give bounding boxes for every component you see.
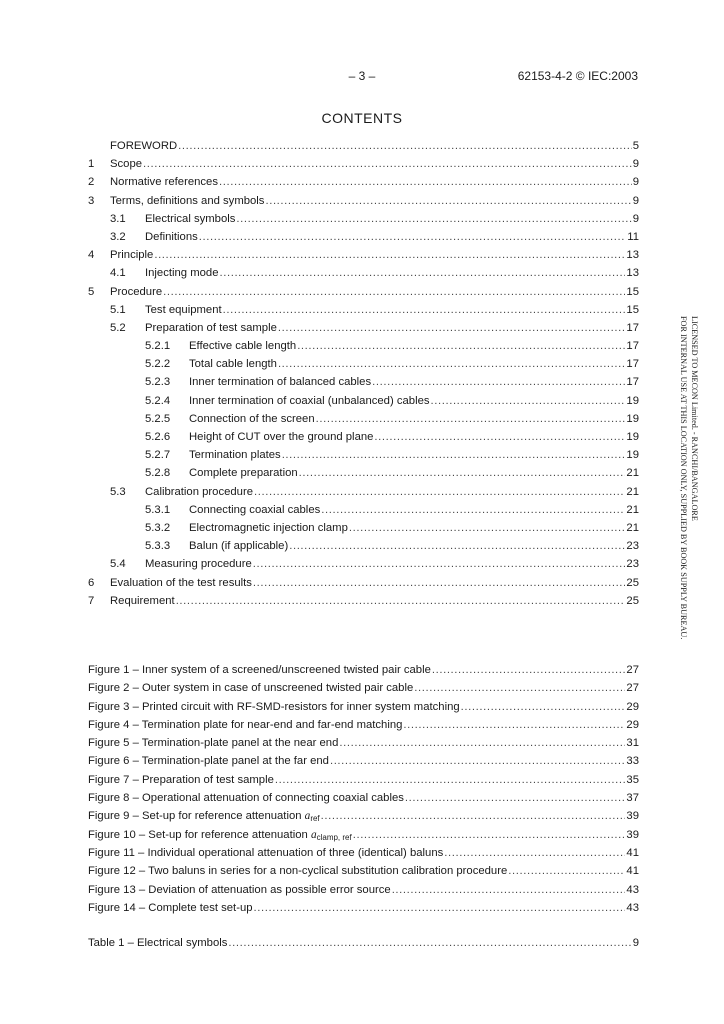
figure-entry-label bbox=[88, 844, 443, 862]
figure-entry-page: 29 bbox=[626, 700, 639, 713]
toc-entry-number: 5.2.3 bbox=[145, 376, 171, 389]
toc-entry-number: 1 bbox=[88, 158, 95, 171]
toc-entry-page: 25 bbox=[626, 594, 639, 607]
license-notice bbox=[676, 316, 700, 706]
toc-entry-page: 23 bbox=[626, 540, 639, 553]
dot-leader bbox=[403, 716, 625, 734]
toc-entry-label: Complete preparation bbox=[189, 467, 298, 480]
figure-entry-text: Figure 2 – Outer system in case of unscreened twisted pair cable bbox=[88, 682, 414, 695]
dot-leader bbox=[299, 464, 626, 482]
dot-leader bbox=[414, 679, 625, 697]
toc-entry-page: 17 bbox=[626, 376, 639, 389]
figure-entry-text: Figure 12 – Two baluns in series for a non-cyclical substitution calibration procedure bbox=[88, 865, 508, 878]
figure-entry-page: 29 bbox=[626, 718, 639, 731]
toc-entry-page: 11 bbox=[627, 230, 639, 243]
toc-entry-page: 13 bbox=[626, 267, 639, 280]
dot-leader bbox=[316, 410, 626, 428]
toc-entry-label: Total cable length bbox=[189, 358, 277, 371]
toc-entry-label: Electromagnetic injection clamp bbox=[189, 521, 348, 534]
toc-entry-number: 5.4 bbox=[110, 558, 126, 571]
toc-entry-number: 4 bbox=[88, 249, 95, 262]
dot-leader bbox=[374, 428, 625, 446]
figure-entry-text: Figure 4 – Termination plate for near-end and far-end matching bbox=[88, 718, 403, 731]
dot-leader bbox=[353, 826, 626, 844]
figure-entry-symbol: a bbox=[304, 810, 311, 823]
toc-entry[interactable] bbox=[88, 428, 639, 446]
figure-entry-text: Figure 1 – Inner system of a screened/unscreened twisted pair cable bbox=[88, 664, 431, 676]
toc-entry[interactable] bbox=[88, 137, 639, 155]
toc-entry-label: Connection of the screen bbox=[189, 412, 315, 425]
dot-leader bbox=[330, 752, 625, 770]
toc-entry-label: Electrical symbols bbox=[145, 212, 236, 225]
figure-entry-label bbox=[88, 716, 402, 734]
toc-entry[interactable] bbox=[88, 373, 639, 391]
toc-entry[interactable] bbox=[88, 155, 639, 173]
toc-entry-page: 9 bbox=[632, 176, 639, 189]
toc-entry-label: Normative references bbox=[110, 176, 218, 189]
toc-entry-page: 21 bbox=[626, 485, 639, 498]
figure-entry[interactable] bbox=[88, 807, 639, 825]
figure-entry-label bbox=[88, 862, 507, 880]
dot-leader bbox=[444, 844, 625, 862]
figure-entry-label bbox=[88, 899, 253, 917]
toc-entry-page: 9 bbox=[632, 158, 639, 171]
table-entry[interactable] bbox=[88, 934, 639, 952]
toc-entry[interactable] bbox=[88, 464, 639, 482]
toc-entry[interactable] bbox=[88, 319, 639, 337]
dot-leader bbox=[236, 210, 631, 228]
toc-entry[interactable] bbox=[88, 446, 639, 464]
figure-entry[interactable] bbox=[88, 771, 639, 789]
figure-entry[interactable] bbox=[88, 899, 639, 917]
toc-entry-number: 4.1 bbox=[110, 267, 126, 280]
dot-leader bbox=[176, 592, 626, 610]
toc-entry-label: Inner termination of balanced cables bbox=[189, 376, 372, 389]
figure-entry-text: Figure 14 – Complete test set-up bbox=[88, 901, 253, 914]
toc-entry[interactable] bbox=[88, 592, 639, 610]
toc-entry[interactable] bbox=[88, 301, 639, 319]
toc-entry-number: 5.2 bbox=[110, 321, 126, 334]
dot-leader bbox=[278, 355, 625, 373]
dot-leader bbox=[405, 789, 626, 807]
dot-leader bbox=[253, 574, 626, 592]
dot-leader bbox=[178, 137, 632, 155]
toc-entry[interactable] bbox=[88, 210, 639, 228]
dot-leader bbox=[199, 228, 627, 246]
figure-entry-page: 27 bbox=[626, 682, 639, 695]
toc-entry-number: 5.3.3 bbox=[145, 540, 171, 553]
toc-entry[interactable] bbox=[88, 555, 639, 573]
dot-leader bbox=[461, 698, 626, 716]
dot-leader bbox=[392, 881, 626, 899]
toc-entry-page: 19 bbox=[626, 449, 639, 462]
toc-entry-label: Connecting coaxial cables bbox=[189, 503, 321, 516]
toc-entry-number: 5.3.2 bbox=[145, 521, 171, 534]
list-of-tables bbox=[88, 934, 639, 952]
toc-entry[interactable] bbox=[88, 519, 639, 537]
figure-entry-page: 43 bbox=[626, 901, 639, 914]
page-number: – 3 – bbox=[348, 69, 376, 83]
figure-entry[interactable] bbox=[88, 789, 639, 807]
dot-leader bbox=[275, 771, 626, 789]
toc-entry-label: Inner termination of coaxial (unbalanced) cables bbox=[189, 394, 430, 407]
toc-entry-page: 17 bbox=[626, 340, 639, 353]
toc-entry[interactable] bbox=[88, 228, 639, 246]
toc-entry-page: 17 bbox=[626, 321, 639, 334]
toc-entry[interactable] bbox=[88, 537, 639, 555]
dot-leader bbox=[253, 555, 626, 573]
toc-entry-page: 19 bbox=[626, 431, 639, 443]
table-entry-label: Table 1 – Electrical symbols bbox=[88, 937, 228, 949]
list-of-figures bbox=[88, 661, 639, 917]
dot-leader bbox=[219, 173, 632, 191]
toc-entry[interactable] bbox=[88, 392, 639, 410]
toc-entry[interactable] bbox=[88, 501, 639, 519]
toc-entry-number: 5.2.6 bbox=[145, 431, 171, 443]
license-notice-line: FOR INTERNAL USE AT THIS LOCATION ONLY, SUPPLIED BY BOOK SUPPLY BUREAU. bbox=[679, 316, 688, 640]
figure-entry-text: Figure 3 – Printed circuit with RF-SMD-resistors for inner system matching bbox=[88, 700, 460, 713]
figure-entry[interactable] bbox=[88, 752, 639, 770]
toc-entry-page: 9 bbox=[632, 194, 639, 207]
toc-entry-number: 6 bbox=[88, 576, 95, 589]
toc-entry-page: 23 bbox=[626, 558, 639, 571]
toc-entry-number: 5.2.2 bbox=[145, 358, 171, 371]
figure-entry-symbol: a bbox=[310, 828, 317, 841]
figure-entry-subscript: ref bbox=[310, 814, 320, 824]
toc-entry-label: Calibration procedure bbox=[145, 485, 254, 498]
toc-entry-number: 5.3 bbox=[110, 485, 126, 498]
figure-entry-text: Figure 8 – Operational attenuation of connecting coaxial cables bbox=[88, 792, 404, 805]
toc-entry-number: 5.2.1 bbox=[145, 340, 171, 353]
toc-entry-page: 15 bbox=[626, 303, 639, 316]
dot-leader bbox=[228, 934, 631, 952]
dot-leader bbox=[349, 519, 626, 537]
toc-entry-number: 7 bbox=[88, 594, 95, 607]
dot-leader bbox=[431, 392, 626, 410]
dot-leader bbox=[432, 661, 626, 679]
dot-leader bbox=[154, 246, 625, 264]
figure-entry-page: 35 bbox=[626, 773, 639, 786]
figure-entry[interactable] bbox=[88, 862, 639, 880]
table-of-contents bbox=[88, 137, 639, 610]
figure-entry-label bbox=[88, 881, 391, 899]
figure-entry[interactable] bbox=[88, 826, 639, 844]
figure-entry-page: 39 bbox=[626, 810, 639, 823]
toc-entry-number: 5.1 bbox=[110, 303, 126, 316]
toc-entry-number: 5.3.1 bbox=[145, 503, 171, 516]
toc-entry[interactable] bbox=[88, 246, 639, 264]
toc-entry-number: 2 bbox=[88, 176, 95, 189]
dot-leader bbox=[265, 192, 631, 210]
toc-entry-label: Height of CUT over the ground plane bbox=[189, 431, 374, 443]
toc-entry-page: 21 bbox=[626, 467, 639, 480]
figure-entry-label bbox=[88, 679, 413, 697]
figure-entry-text: Figure 11 – Individual operational attenuation of three (identical) baluns bbox=[88, 846, 444, 859]
dot-leader bbox=[339, 734, 625, 752]
dot-leader bbox=[372, 373, 625, 391]
table-entry-page: 9 bbox=[632, 937, 639, 949]
figure-entry[interactable] bbox=[88, 734, 639, 752]
toc-entry-label: Balun (if applicable) bbox=[189, 540, 289, 553]
toc-entry-number: 3.1 bbox=[110, 212, 126, 225]
dot-leader bbox=[163, 283, 625, 301]
toc-entry-page: 13 bbox=[626, 249, 639, 262]
toc-entry-page: 5 bbox=[632, 140, 639, 152]
toc-entry-page: 19 bbox=[626, 394, 639, 407]
toc-entry-label: Requirement bbox=[110, 594, 175, 607]
toc-entry-label: Injecting mode bbox=[145, 267, 219, 280]
toc-entry-label: FOREWORD bbox=[110, 140, 178, 152]
figure-entry-page: 37 bbox=[626, 792, 639, 805]
toc-entry-number: 5.2.7 bbox=[145, 449, 171, 462]
dot-leader bbox=[278, 319, 626, 337]
toc-entry[interactable] bbox=[88, 410, 639, 428]
toc-entry-number: 5.2.5 bbox=[145, 412, 171, 425]
figure-entry-text: Figure 13 – Deviation of attenuation as possible error source bbox=[88, 883, 391, 896]
toc-entry[interactable] bbox=[88, 355, 639, 373]
figure-entry-text: Figure 6 – Termination-plate panel at the far end bbox=[88, 755, 329, 768]
dot-leader bbox=[289, 537, 625, 555]
toc-entry-label: Definitions bbox=[145, 230, 198, 243]
dot-leader bbox=[143, 155, 632, 173]
toc-entry-label: Terms, definitions and symbols bbox=[110, 194, 265, 207]
license-notice-line: LICENSED TO MECON Limited. - RANCHI/BANGALORE bbox=[690, 316, 699, 521]
figure-entry-label bbox=[88, 698, 460, 716]
figure-entry-page: 27 bbox=[626, 664, 639, 676]
toc-entry-page: 9 bbox=[632, 212, 639, 225]
figure-entry-label bbox=[88, 661, 431, 679]
figure-entry-label bbox=[88, 789, 404, 807]
figure-entry[interactable] bbox=[88, 844, 639, 862]
toc-entry-label: Scope bbox=[110, 158, 143, 171]
toc-entry-label: Preparation of test sample bbox=[145, 321, 277, 334]
dot-leader bbox=[321, 807, 626, 825]
figure-entry-label bbox=[88, 734, 338, 752]
toc-entry-label: Measuring procedure bbox=[145, 558, 252, 571]
figure-entry-label bbox=[88, 771, 274, 789]
figure-entry[interactable] bbox=[88, 716, 639, 734]
figure-entry[interactable] bbox=[88, 698, 639, 716]
dot-leader bbox=[223, 301, 626, 319]
toc-entry-page: 15 bbox=[626, 285, 639, 298]
toc-entry-number: 3.2 bbox=[110, 230, 126, 243]
dot-leader bbox=[297, 337, 625, 355]
figure-entry-label bbox=[88, 752, 329, 770]
toc-entry-number: 5.2.8 bbox=[145, 467, 171, 480]
toc-entry[interactable] bbox=[88, 283, 639, 301]
dot-leader bbox=[282, 446, 626, 464]
figure-entry-text: Figure 9 – Set-up for reference attenuation bbox=[88, 810, 305, 823]
toc-entry[interactable] bbox=[88, 192, 639, 210]
toc-entry-label: Procedure bbox=[110, 285, 163, 298]
dot-leader bbox=[254, 899, 626, 917]
dot-leader bbox=[254, 483, 625, 501]
figure-entry-text: Figure 7 – Preparation of test sample bbox=[88, 773, 274, 786]
dot-leader bbox=[219, 264, 625, 282]
figure-entry-text: Figure 10 – Set-up for reference attenuation bbox=[88, 828, 311, 841]
toc-entry-page: 17 bbox=[626, 358, 639, 371]
toc-entry-page: 21 bbox=[626, 521, 639, 534]
toc-entry[interactable] bbox=[88, 337, 639, 355]
toc-entry[interactable] bbox=[88, 264, 639, 282]
toc-entry-label: Evaluation of the test results bbox=[110, 576, 252, 589]
figure-entry[interactable] bbox=[88, 679, 639, 697]
figure-entry-text: Figure 5 – Termination-plate panel at the near end bbox=[88, 737, 339, 750]
figure-entry-page: 41 bbox=[626, 846, 639, 859]
dot-leader bbox=[321, 501, 625, 519]
toc-entry-number: 5.2.4 bbox=[145, 394, 171, 407]
toc-entry-number: 5 bbox=[88, 285, 95, 298]
toc-entry-page: 19 bbox=[626, 412, 639, 425]
figure-entry-page: 33 bbox=[626, 755, 639, 768]
figure-entry[interactable] bbox=[88, 881, 639, 899]
toc-entry[interactable] bbox=[88, 173, 639, 191]
figure-entry-subscript: clamp, ref bbox=[316, 832, 352, 842]
toc-entry[interactable] bbox=[88, 574, 639, 592]
figure-entry-page: 43 bbox=[626, 883, 639, 896]
toc-entry-number: 3 bbox=[88, 194, 95, 207]
toc-entry-label: Test equipment bbox=[145, 303, 222, 316]
figure-entry-page: 41 bbox=[626, 865, 639, 878]
toc-entry-label: Termination plates bbox=[189, 449, 281, 462]
figure-entry-page: 31 bbox=[626, 737, 639, 750]
toc-entry-label: Principle bbox=[110, 249, 154, 262]
figure-entry-page: 39 bbox=[626, 828, 639, 841]
dot-leader bbox=[508, 862, 625, 880]
contents-title: CONTENTS bbox=[321, 110, 403, 126]
figure-entry[interactable] bbox=[88, 661, 639, 679]
toc-entry[interactable] bbox=[88, 483, 639, 501]
toc-entry-page: 25 bbox=[626, 576, 639, 589]
toc-entry-page: 21 bbox=[626, 503, 639, 516]
toc-entry-label: Effective cable length bbox=[189, 340, 297, 353]
standard-reference: 62153-4-2 © IEC:2003 bbox=[517, 69, 638, 83]
